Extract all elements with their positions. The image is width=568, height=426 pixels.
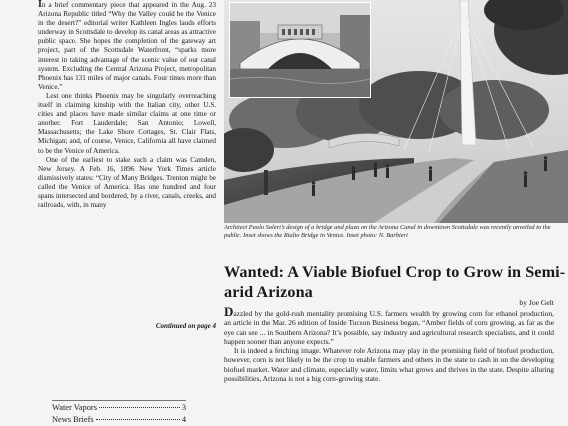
contents-item-news-briefs[interactable] <box>52 414 186 426</box>
canal-paragraph-2: Lest one thinks Phoenix may be singularly overreaching itself in claiming kinship with the Italian city, other U.S. cities and places have made similar claims at one time or another. Fort Lauderdale; San Antonio; Lowell, Massachusetts; the Lake Shore Cottages, St. Clair Flats, Michigan; and, of course, Venice, California all have claimed to be the Venice of America. <box>38 91 216 155</box>
canal-bridge-photo <box>224 0 568 223</box>
article-body <box>224 304 554 384</box>
contents-page: 3 <box>181 403 186 412</box>
dot-leader <box>99 407 180 408</box>
contents-title: News Briefs <box>52 415 94 424</box>
article-byline: by Joe Gelt <box>519 298 554 307</box>
article-paragraph-1: Dazzled by the gold-rush mentality promising U.S. farmers wealth by growing corn for ethanol production, an article in the Mar. 26 edition of Inside Tucson Business began, “Amber fields of corn growing, as far as the eye can see ... in Southern Arizona? It’s possible, say industry and agricultural research specialists, and it could happen sooner than anyone expects.” <box>224 304 554 346</box>
dropcap-letter: D <box>224 304 234 319</box>
article-headline: Wanted: A Viable Biofuel Crop to Grow in Semi-arid Arizona <box>224 263 566 301</box>
dot-leader <box>96 419 180 420</box>
canal-paragraph-1: In a brief commentary piece that appeared in the Aug. 23 Arizona Republic titled “Why the Valley could be the Venice in the desert?” editorial writer Kathleen Ingles lauds efforts underway in Scottsdale to develop its canal areas as attractive public space. She hopes the completion of the gateway art project, part of the Scottsdale Waterfront, “sparks more interest in taking advantage of the scenic value of our canal system. Excluding the Central Arizona Project, metropolitan Phoenix has 131 miles of major canals. Four times more than Venice.” <box>38 0 216 91</box>
rialto-bridge-inset <box>229 2 371 98</box>
dropcap-letter: I <box>38 0 42 10</box>
photo-caption: Architect Paolo Soleri’s design of a bridge and plaza on the Arizona Canal in downtown Scottsdale was recently unveiled to the public. Inset shows the Rialto Bridge in Venice. Inset photo: N. Barbieri <box>224 224 551 239</box>
canal-paragraph-3: One of the earliest to stake such a claim was Camden, New Jersey. A Feb. 16, 1896 New York Times article dismissively states: “City of Many Bridges. Trenton might be called the Venice of America. Has one hundred and four spans intersected and bordered, by a river, canals, creeks, and railroads, with, in many <box>38 155 216 210</box>
article-paragraph-2: It is indeed a fetching image. Whatever role Arizona may play in the promising field of biofuel production, however, corn is not likely to be the crop to enable farmers and others in the state to cash in on the developing biofuel market. Water and climate, especially water, limits what grows and thrives in the state. Despite alluring possibilities, Arizona is not a big corn-growing state. <box>224 346 554 384</box>
contents-box <box>52 400 186 426</box>
continued-link[interactable]: Continued on page 4 <box>155 322 216 330</box>
contents-item-water-vapors[interactable] <box>52 402 186 414</box>
contents-page: 4 <box>181 415 186 424</box>
rialto-bridge-image <box>230 3 370 97</box>
canal-article-column <box>38 0 216 400</box>
contents-title: Water Vapors <box>52 403 97 412</box>
